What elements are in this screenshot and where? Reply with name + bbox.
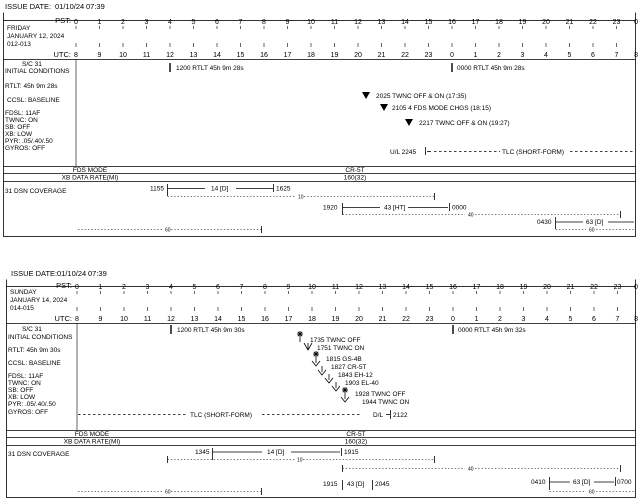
utc-tick-label: 17	[284, 316, 293, 323]
pst-tick-label: 16	[448, 19, 456, 26]
utc-tick-label: 7	[614, 52, 619, 59]
pst-axis	[74, 19, 638, 26]
dsn-coverage-label: 31 DSN COVERAGE	[8, 451, 70, 458]
pst-tick-label: 5	[191, 19, 196, 26]
event-triangle-marker	[405, 119, 413, 126]
xb-data-rate-label: XB DATA RATE(MI)	[63, 438, 121, 446]
event-label: 2105 4 FDS MODE CHGS (18:15)	[392, 105, 491, 112]
utc-tick-label: 14	[213, 52, 221, 59]
utc-axis-label: UTC:	[53, 50, 71, 59]
initial-rtlt: RTLT: 45h 9m 28s	[5, 83, 58, 90]
utc-tick-label: 13	[190, 316, 199, 323]
pst-tick-label: 13	[377, 19, 386, 26]
dsn-view-label: 10	[297, 457, 303, 464]
twnc-off-star-icon	[297, 331, 303, 337]
pst-tick-label: 20	[542, 19, 550, 26]
initial-twnc: TWNC: ON	[8, 380, 41, 387]
utc-tick-label: 0	[450, 52, 454, 59]
day-of-year: 014-015	[10, 305, 34, 312]
dsn-view-label: 10	[298, 194, 304, 201]
pst-tick-label: 0	[634, 19, 638, 26]
issue-time-value: 07:39	[88, 269, 107, 278]
utc-tick-label: 22	[401, 52, 409, 59]
pst-tick-label: 12	[354, 19, 362, 26]
day-name: SUNDAY	[10, 289, 37, 296]
pst-tick-label: 21	[565, 19, 574, 26]
event-triangle-marker	[380, 104, 388, 111]
dsn-pass-start: 1915	[323, 481, 338, 488]
event-arrow-down-icon	[332, 382, 340, 391]
issue-date-value: 01/10/24	[55, 2, 85, 11]
fds-mode-value: CR-5T	[345, 167, 365, 174]
utc-tick-label: 4	[544, 52, 548, 59]
pst-tick-label: 19	[518, 19, 527, 26]
rtlt-mark-label: 1200 RTLT 45h 9m 28s	[176, 65, 244, 72]
dsn-pass-station: 14 [D]	[267, 449, 285, 456]
utc-axis	[74, 52, 638, 59]
pst-tick-label: 4	[168, 19, 172, 26]
utc-tick-label: 18	[307, 52, 315, 59]
pst-axis	[75, 284, 638, 291]
utc-tick-label: 11	[143, 316, 152, 323]
initial-fdsl: FDSL: 11AF	[8, 373, 44, 380]
utc-tick-label: 16	[261, 316, 269, 323]
pst-tick-label: 19	[519, 284, 528, 291]
dsn-pass-end: 1915	[344, 449, 359, 456]
event-label: 2025 TWNC OFF & ON (17:35)	[376, 93, 467, 100]
initial-sb: SB: OFF	[8, 387, 34, 394]
utc-tick-label: 4	[545, 316, 549, 323]
utc-tick-label: 2	[498, 316, 502, 323]
utc-tick-label: 5	[567, 52, 572, 59]
pst-tick-label: 10	[307, 19, 315, 26]
utc-tick-label: 2	[497, 52, 501, 59]
initial-rtlt: RTLT: 45h 9m 30s	[8, 347, 61, 354]
pst-tick-label: 17	[472, 284, 481, 291]
event-label: 1827 CR-5T	[331, 364, 367, 371]
day-of-year: 012-013	[7, 41, 31, 48]
pst-tick-label: 0	[75, 284, 79, 291]
issue-time-value: 07:39	[86, 2, 105, 11]
event-triangle-marker	[362, 92, 370, 99]
spacecraft-label: S/C 31	[22, 326, 42, 333]
initial-gyros: GYROS: OFF	[5, 145, 46, 152]
rtlt-mark-label: 0000 RTLT 45h 9m 28s	[457, 65, 525, 72]
dsn-pass-station: 14 [D]	[211, 185, 229, 193]
date-text: JANUARY 14, 2024	[10, 297, 68, 304]
pst-tick-label: 11	[331, 284, 340, 291]
pst-tick-label: 6	[216, 284, 220, 291]
utc-tick-label: 1	[473, 52, 478, 59]
pst-tick-label: 18	[495, 19, 503, 26]
dsn-pass-end: 1625	[276, 185, 291, 193]
dsn-pass-station: 63 [D]	[573, 479, 591, 486]
initial-xb: XB: LOW	[8, 394, 36, 401]
dsn-pass-start: 1345	[195, 449, 210, 456]
event-label: 1751 TWNC ON	[317, 345, 365, 352]
pst-tick-label: 9	[286, 284, 291, 291]
rtlt-mark-label: 1200 RTLT 45h 9m 30s	[177, 327, 245, 334]
utc-tick-label: 6	[591, 52, 595, 59]
utc-tick-label: 8	[634, 316, 638, 323]
fds-mode-label: FDS MODE	[72, 167, 108, 174]
utc-tick-label: 9	[97, 52, 102, 59]
utc-tick-label: 13	[189, 52, 198, 59]
initial-conditions-label: INITIAL CONDITIONS	[8, 334, 73, 341]
utc-tick-label: 8	[74, 52, 78, 59]
twnc-off-star-icon	[342, 387, 348, 393]
pst-tick-label: 9	[285, 19, 290, 26]
pst-tick-label: 8	[263, 284, 267, 291]
event-arrow-down-icon	[341, 393, 349, 402]
pst-tick-label: 0	[74, 19, 78, 26]
pst-axis-label: PST:	[55, 16, 71, 25]
downlink-label: D/L	[373, 412, 384, 419]
pst-tick-label: 22	[589, 19, 597, 26]
pst-tick-marks	[77, 291, 618, 311]
pst-tick-label: 2	[122, 284, 126, 291]
xb-data-rate-value: 160(32)	[343, 174, 367, 182]
initial-gyros: GYROS: OFF	[8, 409, 49, 416]
xb-data-rate-value: 160(32)	[344, 438, 368, 446]
utc-tick-label: 12	[167, 316, 175, 323]
event-arrow-down-icon	[304, 343, 312, 350]
xb-data-rate-label: XB DATA RATE(MI)	[61, 174, 119, 182]
dsn-pass-start: 0430	[537, 219, 552, 226]
event-label: 1928 TWNC OFF	[355, 391, 406, 398]
event-label: 1843 EH-12	[338, 372, 373, 379]
initial-sb: SB: OFF	[5, 124, 31, 131]
pst-tick-label: 8	[262, 19, 266, 26]
event-label: 2217 TWNC OFF & ON (19:27)	[419, 120, 510, 127]
dsn-pass-station: 43 [D]	[347, 481, 365, 488]
event-arrow-down-icon	[318, 366, 326, 375]
utc-tick-label: 3	[520, 52, 525, 59]
utc-tick-label: 6	[592, 316, 596, 323]
initial-ccsl: CCSL: BASELINE	[8, 360, 61, 367]
dsn-view-label: 60	[165, 489, 171, 496]
pst-tick-label: 1	[98, 284, 103, 291]
event-label: 1815 GS-4B	[326, 356, 362, 363]
dsn-view-label: 60	[165, 227, 171, 234]
pst-tick-marks	[76, 26, 617, 47]
utc-tick-label: 23	[424, 52, 433, 59]
event-label: 1944 TWNC ON	[362, 399, 410, 406]
initial-pyr: PYR: .05/.40/.50	[5, 138, 53, 145]
initial-fdsl: FDSL: 11AF	[5, 110, 41, 117]
utc-tick-label: 15	[237, 316, 246, 323]
day-name: FRIDAY	[7, 25, 31, 32]
utc-tick-label: 20	[355, 316, 363, 323]
pst-tick-label: 15	[424, 19, 433, 26]
pst-tick-label: 14	[402, 284, 410, 291]
initial-twnc: TWNC: ON	[5, 117, 38, 124]
dsn-pass-start: 1920	[323, 204, 338, 212]
utc-tick-label: 21	[378, 316, 387, 323]
downlink-time: 2122	[393, 412, 408, 419]
utc-tick-label: 3	[521, 316, 526, 323]
pst-tick-label: 14	[401, 19, 409, 26]
pst-tick-label: 16	[449, 284, 457, 291]
utc-tick-label: 22	[402, 316, 410, 323]
initial-ccsl: CCSL: BASELINE	[7, 97, 60, 104]
pst-tick-label: 7	[238, 19, 243, 26]
pst-tick-label: 0	[634, 284, 638, 291]
utc-axis	[75, 316, 638, 323]
spacecraft-label: S/C 31	[22, 61, 42, 68]
pst-tick-label: 6	[215, 19, 219, 26]
fds-mode-label: FDS MODE	[74, 431, 110, 438]
pst-tick-label: 15	[425, 284, 434, 291]
initial-conditions-label: INITIAL CONDITIONS	[5, 68, 70, 75]
utc-tick-label: 8	[634, 52, 638, 59]
utc-tick-label: 5	[568, 316, 573, 323]
pst-tick-label: 23	[612, 19, 621, 26]
utc-tick-label: 23	[425, 316, 434, 323]
utc-tick-label: 10	[120, 316, 128, 323]
dsn-pass-start: 0410	[531, 479, 546, 486]
utc-tick-label: 15	[236, 52, 245, 59]
fds-mode-value: CR-5T	[346, 431, 366, 438]
dsn-pass-end: 0700	[617, 479, 632, 486]
initial-pyr: PYR: .05/.40/.50	[8, 401, 56, 408]
pst-tick-label: 23	[613, 284, 622, 291]
utc-tick-label: 11	[142, 52, 151, 59]
pst-tick-label: 4	[169, 284, 173, 291]
dsn-view-label: 40	[468, 466, 474, 473]
utc-tick-label: 18	[308, 316, 316, 323]
pst-tick-label: 17	[471, 19, 480, 26]
pst-tick-label: 12	[355, 284, 363, 291]
pst-tick-label: 5	[192, 284, 197, 291]
utc-tick-label: 12	[166, 52, 174, 59]
uplink-time-label: U/L 2245	[390, 149, 417, 156]
tlc-label: TLC (SHORT-FORM)	[502, 149, 564, 156]
utc-tick-label: 19	[331, 316, 340, 323]
tlc-label: TLC (SHORT-FORM)	[190, 412, 252, 419]
utc-tick-label: 10	[119, 52, 127, 59]
dsn-pass-station: 63 [D]	[586, 219, 604, 226]
dsn-view-label: 40	[468, 212, 474, 219]
pst-tick-label: 10	[308, 284, 316, 291]
issue-date-label: ISSUE DATE:	[11, 269, 58, 278]
dsn-view-label: 60	[589, 489, 595, 496]
utc-tick-label: 19	[330, 52, 339, 59]
pst-tick-label: 11	[330, 19, 339, 26]
pst-tick-label: 20	[543, 284, 551, 291]
event-label: 1903 EL-40	[345, 380, 379, 387]
dsn-coverage-label: 31 DSN COVERAGE	[5, 188, 67, 195]
initial-xb: XB: LOW	[5, 131, 33, 138]
pst-tick-label: 7	[239, 284, 244, 291]
pst-tick-label: 1	[97, 19, 102, 26]
utc-tick-label: 20	[354, 52, 362, 59]
timeline-panel-1	[4, 2, 639, 237]
event-arrow-down-icon	[312, 357, 320, 366]
pst-tick-label: 18	[496, 284, 504, 291]
utc-tick-label: 7	[615, 316, 620, 323]
utc-tick-label: 9	[98, 316, 103, 323]
utc-tick-label: 21	[377, 52, 386, 59]
pst-axis-label: PST:	[56, 281, 72, 290]
pst-tick-label: 21	[566, 284, 575, 291]
utc-tick-label: 0	[451, 316, 455, 323]
star-event-icon	[313, 351, 319, 357]
utc-tick-label: 1	[474, 316, 479, 323]
dsn-view-label: 60	[589, 227, 595, 234]
dsn-pass-start: 1155	[150, 185, 164, 193]
dsn-pass-end: 2045	[375, 481, 390, 488]
timeline-panel-2	[7, 269, 639, 498]
utc-tick-label: 17	[283, 52, 292, 59]
rtlt-mark-label: 0000 RTLT 45h 9m 32s	[458, 327, 526, 334]
utc-axis-label: UTC:	[54, 314, 72, 323]
issue-date-value: 01/10/24	[57, 269, 87, 278]
dsn-pass-station: 43 [HT]	[384, 204, 406, 212]
date-text: JANUARY 12, 2024	[7, 33, 65, 40]
utc-tick-label: 8	[75, 316, 79, 323]
event-arrow-down-icon	[325, 374, 333, 383]
issue-date-label: ISSUE DATE:	[5, 2, 52, 11]
utc-tick-label: 14	[214, 316, 222, 323]
pst-tick-label: 13	[378, 284, 387, 291]
dsn-pass-end: 0000	[452, 204, 467, 212]
event-label: 1735 TWNC OFF	[310, 337, 361, 344]
pst-tick-label: 2	[121, 19, 125, 26]
utc-tick-label: 16	[260, 52, 268, 59]
pst-tick-label: 3	[144, 19, 149, 26]
pst-tick-label: 22	[590, 284, 598, 291]
pst-tick-label: 3	[145, 284, 150, 291]
